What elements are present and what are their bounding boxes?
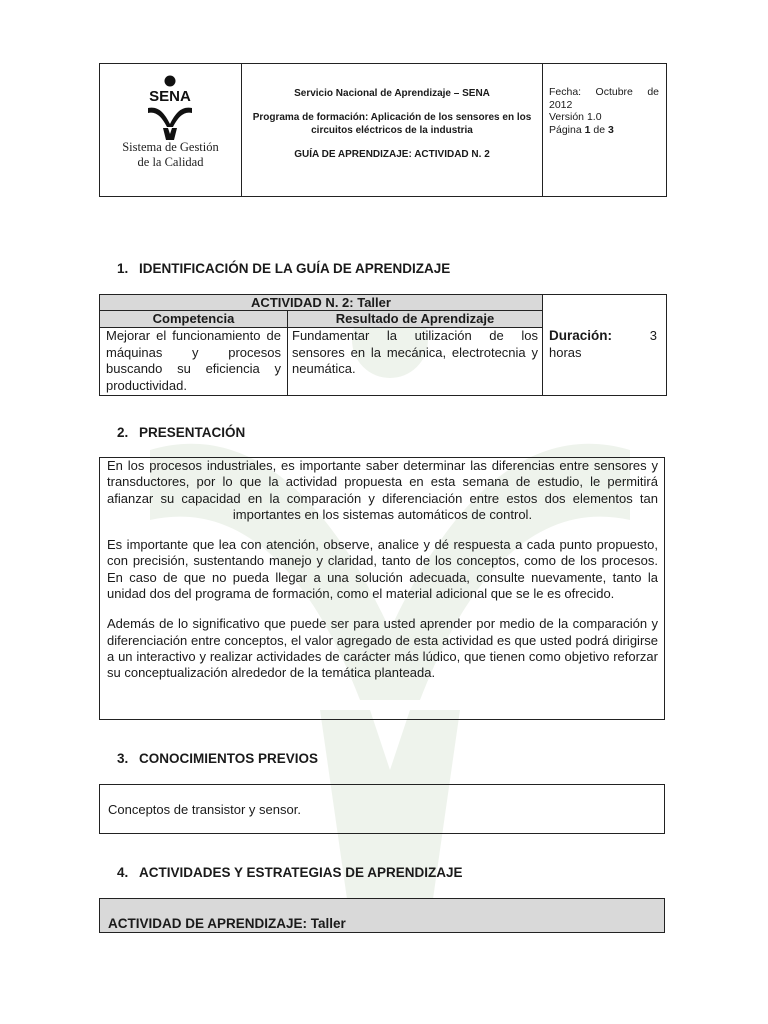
learning-activity-value: Taller xyxy=(307,916,346,931)
section-heading-actividades: 4. ACTIVIDADES Y ESTRATEGIAS DE APRENDIZAJE xyxy=(117,865,463,880)
competencia-text: Mejorar el funcionamiento de máquinas y procesos buscando su eficiencia y productividad. xyxy=(100,328,288,395)
duration-unit: horas xyxy=(549,345,582,360)
prior-knowledge-text: Conceptos de transistor y sensor. xyxy=(108,802,301,817)
document-header xyxy=(99,63,667,197)
document-meta xyxy=(549,86,659,136)
date-connector: de xyxy=(647,86,659,98)
date-label: Fecha: xyxy=(549,86,582,98)
logo-caption xyxy=(100,140,241,170)
page-number: Página 1 de 3 xyxy=(549,123,614,136)
sena-logo-cell xyxy=(100,64,242,196)
identification-table xyxy=(99,294,667,396)
column-header-competencia: Competencia xyxy=(100,311,288,328)
resultado-text: Fundamentar la utilización de los sensores en la mecánica, electrotecnia y neumática. xyxy=(288,328,543,395)
sena-logo-icon xyxy=(100,64,241,144)
logo-caption-line2: de la Calidad xyxy=(137,155,204,169)
header-title-cell xyxy=(242,64,543,196)
section-heading-presentacion: 2. PRESENTACIÓN xyxy=(117,425,246,440)
duration-value: 3 xyxy=(649,328,657,343)
date-row xyxy=(549,86,659,99)
presentation-box xyxy=(99,457,665,720)
date-year: 2012 xyxy=(549,98,573,111)
section-heading-identificacion: 1. IDENTIFICACIÓN DE LA GUÍA DE APRENDIZAJE xyxy=(117,261,451,276)
prior-knowledge-box xyxy=(99,784,665,834)
column-header-resultado: Resultado de Aprendizaje xyxy=(288,311,543,328)
sena-logo-wordmark: SENA xyxy=(149,88,191,105)
presentation-paragraph: Además de lo significativo que puede ser para usted aprender por medio de la comparación y diferenciación entre conceptos, el valor agregado de esta actividad es que usted podrá dirigirse a un interactivo y realizar actividades de carácter más lúdico, que tienen como objetivo reforzar su conceptualización alrededor de la temática planteada. xyxy=(107,616,658,681)
duration-cell xyxy=(543,295,665,395)
duration-label: Duración: xyxy=(549,328,613,343)
activity-title: ACTIVIDAD N. 2: Taller xyxy=(100,295,543,311)
guide-title: GUÍA DE APRENDIZAJE: ACTIVIDAD N. 2 xyxy=(294,149,490,160)
logo-caption-line1: Sistema de Gestión xyxy=(122,140,219,154)
learning-activity-label: ACTIVIDAD DE APRENDIZAJE: xyxy=(108,916,308,931)
learning-activity-bar xyxy=(99,898,665,933)
presentation-paragraph: En los procesos industriales, es importante saber determinar las diferencias entre sensores y transductores, por lo que la actividad propuesta en esta semana de estudio, le permitirá afianzar su capacidad en la comparación y diferenciación entre estos dos elementos tan importantes en los sistemas automáticos de control. xyxy=(107,458,658,522)
version: Versión 1.0 xyxy=(549,111,602,123)
date-month: Octubre xyxy=(595,86,633,98)
presentation-paragraph: Es importante que lea con atención, observe, analice y dé respuesta a cada punto propuesto, con precisión, sustentando manejo y claridad, tanto de los conceptos, como de los procesos. En caso de que no pueda llegar a una solución adecuada, consulte nuevamente, tanto la unidad dos del programa de formación, como el material adicional que se le es ofrecido. xyxy=(107,537,658,602)
program-name: Programa de formación: Aplicación de los sensores en los circuitos eléctricos de la industria xyxy=(252,112,532,136)
section-heading-conocimientos: 3. CONOCIMIENTOS PREVIOS xyxy=(117,751,319,766)
institution-name: Servicio Nacional de Aprendizaje – SENA xyxy=(294,88,490,99)
